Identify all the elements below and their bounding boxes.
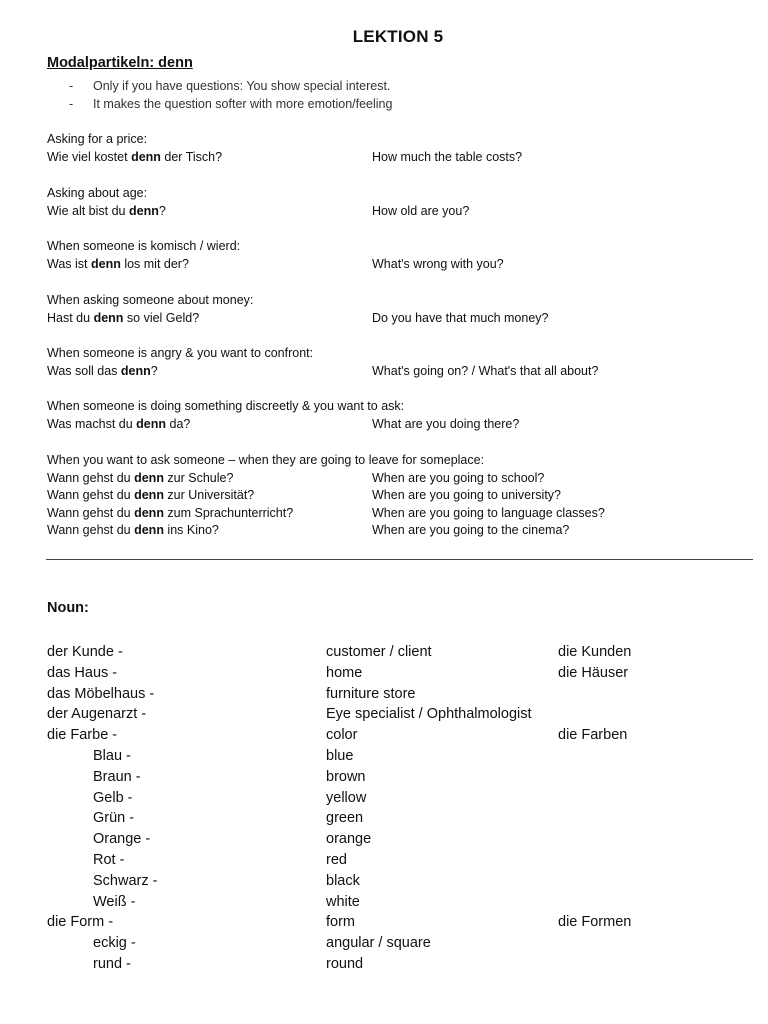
particle-denn: denn [128, 203, 159, 218]
example-section-discreet [47, 398, 747, 433]
vocab-row [47, 788, 747, 809]
modal-particle-notes [69, 77, 392, 113]
vocab-meaning: red [326, 851, 347, 868]
vocab-row [47, 808, 747, 829]
example-section-age [47, 185, 747, 220]
example-row [47, 505, 747, 523]
vocab-row [47, 725, 747, 746]
german-sentence: Wie viel kostet denn der Tisch? [47, 149, 223, 164]
example-section-money [47, 292, 747, 327]
particle-denn: denn [90, 256, 121, 271]
english-translation: What's wrong with you? [372, 256, 504, 271]
vocab-word: Rot - [93, 851, 125, 868]
vocab-word: Grün - [93, 810, 135, 827]
modal-particle-heading: Modalpartikeln: denn [47, 55, 193, 71]
vocab-row [47, 684, 747, 705]
vocab-meaning: angular / square [326, 935, 431, 952]
vocab-plural: die Formen [558, 914, 632, 931]
vocab-word: der Kunde - [47, 644, 123, 660]
vocab-meaning: green [326, 810, 364, 827]
english-translation: What's going on? / What's that all about? [372, 363, 599, 378]
bullet-dash: - [69, 97, 74, 111]
section-label: Asking for a price: [47, 132, 148, 146]
section-label: When asking someone about money: [47, 293, 254, 307]
vocab-word: Braun - [93, 768, 141, 785]
particle-denn: denn [93, 310, 124, 325]
vocab-meaning: color [326, 727, 358, 744]
vocab-meaning: round [326, 955, 364, 972]
vocab-word: Gelb - [93, 789, 133, 806]
vocab-row [47, 933, 747, 954]
vocab-word: Blau - [93, 747, 131, 764]
vocab-row [47, 954, 747, 975]
example-row [47, 363, 747, 381]
english-translation: When are you going to the cinema? [372, 523, 570, 537]
german-sentence: Wann gehst du denn zum Sprachunterricht? [47, 505, 294, 520]
vocab-plural: die Kunden [558, 644, 632, 660]
vocab-word: die Farbe - [47, 727, 118, 744]
english-translation: How old are you? [372, 203, 470, 218]
vocab-row [47, 642, 747, 663]
english-translation: When are you going to school? [372, 470, 545, 485]
particle-denn: denn [134, 523, 164, 537]
vocab-row [47, 829, 747, 850]
vocab-word: der Augenarzt - [47, 706, 147, 723]
vocab-meaning: black [326, 872, 360, 889]
vocab-row [47, 850, 747, 871]
vocab-meaning: yellow [326, 789, 367, 806]
particle-denn: denn [134, 470, 164, 485]
noun-heading: Noun: [47, 600, 89, 616]
section-label: When someone is doing something discreetly & you want to ask: [47, 399, 405, 413]
german-sentence: Was soll das denn? [47, 363, 158, 378]
vocab-meaning: Eye specialist / Ophthalmologist [326, 706, 532, 723]
section-divider [46, 559, 753, 560]
section-label: When someone is komisch / wierd: [47, 239, 241, 253]
vocab-row [47, 892, 747, 913]
english-translation: When are you going to language classes? [372, 505, 605, 520]
vocab-meaning: brown [326, 768, 366, 785]
vocab-plural: die Häuser [558, 664, 629, 681]
example-row [47, 522, 747, 540]
particle-denn: denn [131, 149, 161, 164]
page-title: LEKTION 5 [352, 27, 444, 46]
english-translation: How much the table costs? [372, 149, 523, 164]
vocab-meaning: customer / client [326, 644, 432, 660]
vocab-word: das Möbelhaus - [47, 685, 155, 702]
vocab-plural: die Farben [558, 727, 628, 744]
vocab-word: Orange - [93, 831, 151, 848]
example-row [47, 470, 747, 488]
german-sentence: Wann gehst du denn zur Universität? [47, 488, 255, 502]
note-text: It makes the question softer with more emotion/feeling [93, 97, 393, 111]
vocab-meaning: blue [326, 747, 354, 764]
example-section-leaving [47, 452, 747, 540]
english-translation: What are you doing there? [372, 416, 520, 431]
note-item [69, 95, 392, 113]
vocab-word: das Haus - [47, 664, 118, 681]
german-sentence: Wann gehst du denn zur Schule? [47, 470, 234, 485]
example-row [47, 416, 747, 434]
german-sentence: Hast du denn so viel Geld? [47, 310, 200, 325]
example-row [47, 256, 747, 274]
particle-denn: denn [134, 505, 164, 520]
vocab-word: Weiß - [93, 893, 136, 910]
vocab-word: rund - [93, 955, 131, 972]
english-translation: Do you have that much money? [372, 310, 549, 325]
german-sentence: Wann gehst du denn ins Kino? [47, 523, 219, 537]
german-sentence: Was ist denn los mit der? [47, 256, 189, 271]
example-section-weird [47, 238, 747, 273]
bullet-dash: - [69, 79, 74, 93]
example-section-angry [47, 345, 747, 380]
vocab-row [47, 663, 747, 684]
note-text: Only if you have questions: You show special interest. [93, 79, 391, 93]
section-label: When someone is angry & you want to confront: [47, 346, 314, 360]
example-row [47, 149, 747, 167]
vocab-meaning: white [326, 893, 360, 910]
vocab-word: Schwarz - [93, 872, 158, 889]
note-item [69, 77, 392, 95]
vocab-row [47, 912, 747, 933]
example-row [47, 310, 747, 328]
german-sentence: Was machst du denn da? [47, 416, 191, 431]
particle-denn: denn [120, 363, 151, 378]
english-translation: When are you going to university? [372, 488, 561, 502]
vocab-meaning: orange [326, 831, 372, 848]
section-label: Asking about age: [47, 186, 148, 200]
vocab-meaning: home [326, 664, 363, 681]
particle-denn: denn [136, 416, 167, 431]
example-row [47, 487, 747, 505]
vocab-row [47, 767, 747, 788]
vocab-meaning: furniture store [326, 685, 416, 702]
vocab-word: eckig - [93, 935, 136, 952]
noun-vocabulary-list [47, 642, 747, 975]
section-label: When you want to ask someone – when they are going to leave for someplace: [47, 453, 485, 467]
vocab-row [47, 746, 747, 767]
german-sentence: Wie alt bist du denn? [47, 203, 166, 218]
vocab-word: die Form - [47, 914, 114, 931]
vocab-meaning: form [326, 914, 355, 931]
vocab-row [47, 704, 747, 725]
particle-denn: denn [134, 488, 164, 502]
example-row [47, 203, 747, 221]
vocab-row [47, 871, 747, 892]
example-section-price [47, 131, 747, 166]
